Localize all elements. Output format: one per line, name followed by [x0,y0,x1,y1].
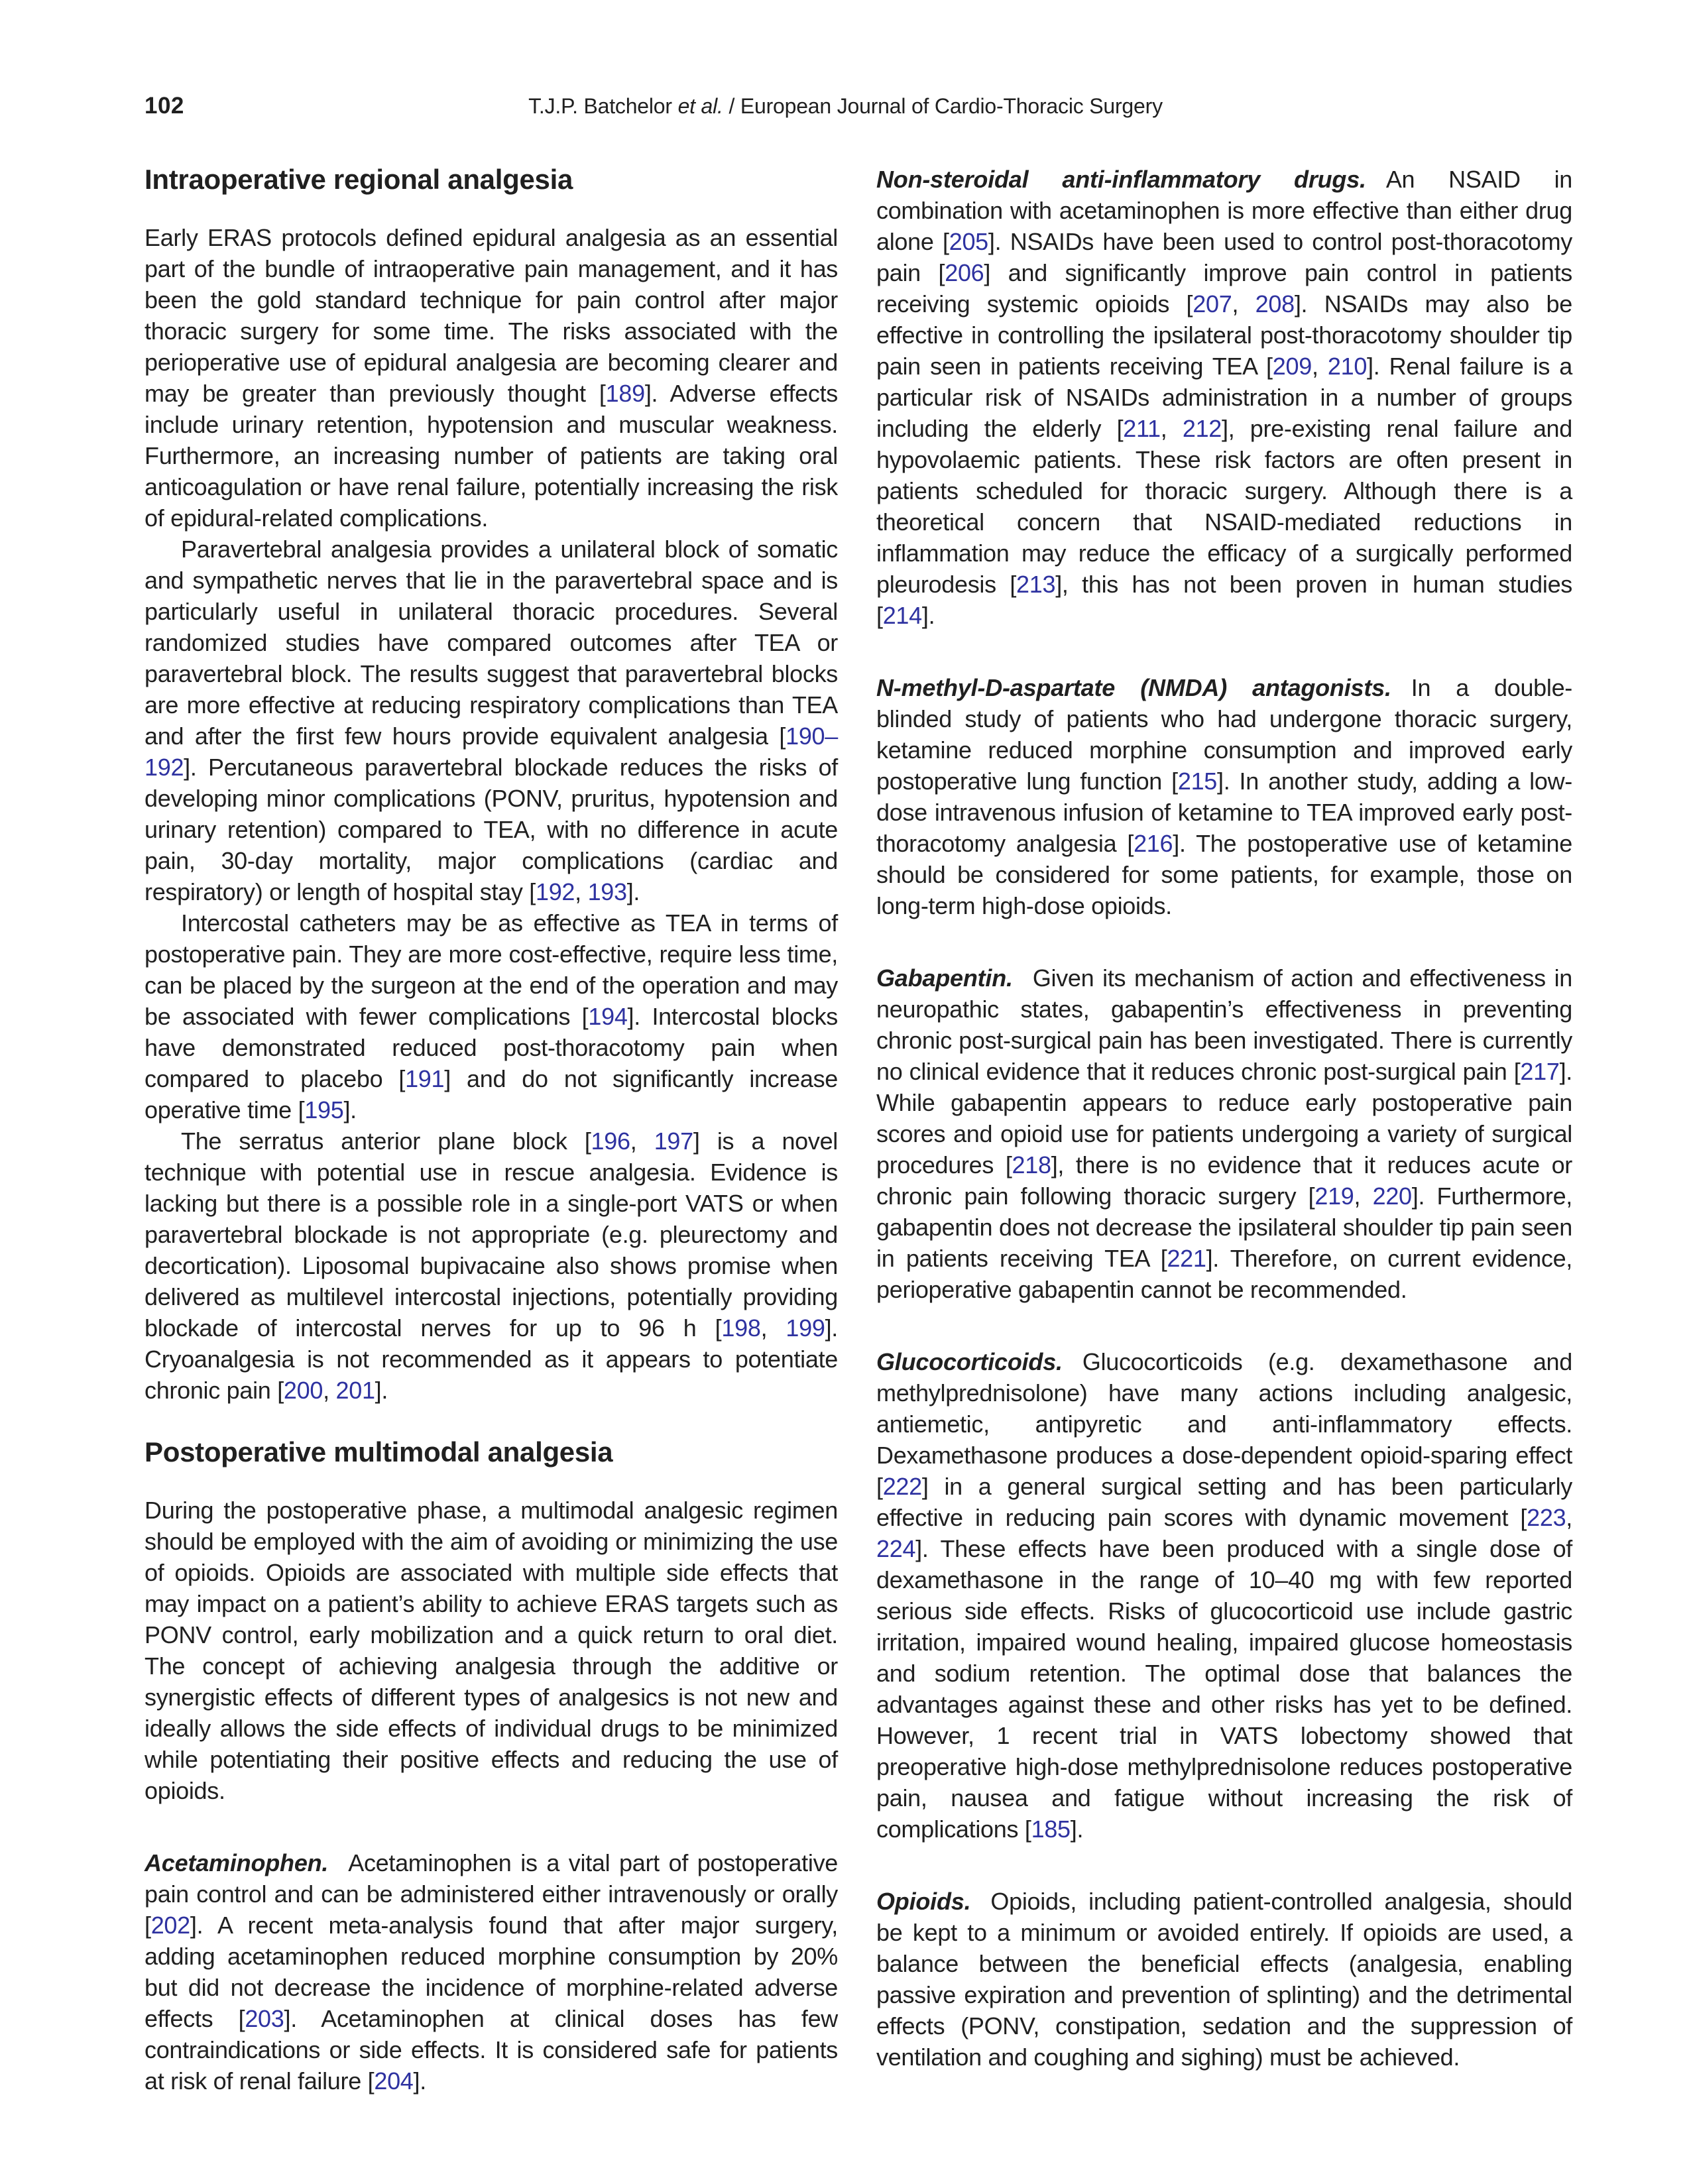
section-heading: Intraoperative regional analgesia [145,164,573,195]
paragraph: The serratus anterior plane block [196, 197] is a novel technique with potential use in rescue analgesia. Evidence is lacking but there is a possible role in a single-port VATS or when paravertebral blockade is not appropriate (e.g. pleurectomy and decortication). Liposomal bupivacaine also shows promise when delivered as multilevel intercostal injections, potentially providing blockade of intercostal nerves for up to 96 h [198, 199]. Cryoanalgesia is not recommended as it appears to potentiate chronic pain [200, 201]. [145,1127,839,1404]
citation-link[interactable]: 197 [654,1127,693,1155]
subsection: Non-steroidal anti-inflammatory drugs. An NSAID in combination with acetaminophen is more effective than either drug alone [205]. NSAIDs have been used to control post-thoracotomy pain [206] and significantly improve pain control in patients receiving systemic opioids [207, 208]. NSAIDs may also be effective in controlling the ipsilateral post-thoracotomy shoulder tip pain seen in patients receiving TEA [209, 210]. Renal failure is a particular risk of NSAIDs administration in a number of groups including the elderly [211, 212], pre-existing renal failure and hypovolaemic patients. These risk factors are often present in patients scheduled for thoracic surgery. Although there is a theoretical concern that NSAID-mediated reductions in inflammation may reduce the efficacy of a surgically performed pleurodesis [213], this has not been proven in human studies [214]. [876,166,1573,629]
citation-link[interactable]: 215 [1177,768,1218,795]
subsection-title: Acetaminophen. [145,1849,329,1876]
citation-link[interactable]: 191 [405,1065,445,1092]
subsection: N-methyl-D-aspartate (NMDA) antagonists. In a double-blinded study of patients who had undergone thoracic surgery, ketamine reduced morphine consumption and improved early postoperative lung function [215]. In another study, adding a low-dose intravenous infusion of ketamine to TEA improved early post-thoracotomy analgesia [216]. The postoperative use of ketamine should be considered for some patients, for example, those on long-term high-dose opioids. [876,674,1572,919]
subsection-title: Non-steroidal anti-inflammatory drugs. [876,166,1366,193]
subsection: Opioids. Opioids, including patient-controlled analgesia, should be kept to a minimum or avoided entirely. If opioids are used, a balance between the beneficial effects (analgesia, enabling passive expiration and prevention of splinting) and the detrimental effects (PONV, constipation, sedation and the suppression of ventilation and coughing and sighing) must be achieved. [876,1888,1572,2071]
page-number: 102 [145,93,184,119]
citation-link[interactable]: 198 [721,1314,761,1342]
running-head-author: T.J.P. Batchelor [528,94,678,118]
citation-link[interactable]: 206 [945,259,984,286]
subsection-title: N-methyl-D-aspartate (NMDA) antagonists. [876,674,1391,701]
subsection: Glucocorticoids. Glucocorticoids (e.g. dexamethasone and methylprednisolone) have many actions including analgesic, antiemetic, antipyretic and anti-inflammatory effects. Dexamethasone produces a dose-dependent opioid-sparing effect [222] in a general surgical setting and has been particularly effective in reducing pain scores with dynamic movement [223, 224]. These effects have been produced with a single dose of dexamethasone in the range of 10–40 mg with few reported serious side effects. Risks of glucocorticoid use include gastric irritation, impaired wound healing, impaired glucose homeostasis and sodium retention. The optimal dose that balances the advantages against these and other risks has yet to be defined. However, 1 recent trial in VATS lobectomy showed that preoperative high-dose methylprednisolone reduces postoperative pain, nausea and fatigue without increasing the risk of complications [185]. [876,1348,1572,1843]
citation-link[interactable]: 223 [1527,1504,1566,1531]
citation-link[interactable]: 202 [150,1912,190,1939]
citation-link[interactable]: 200 [283,1377,323,1404]
running-head [0,94,1691,119]
citation-link[interactable]: 192 [535,878,575,905]
citation-link[interactable]: 213 [1016,571,1056,598]
citation-link[interactable]: 212 [1182,415,1222,442]
citation-link[interactable]: 207 [1193,290,1232,317]
citation-link[interactable]: 220 [1372,1182,1412,1210]
citation-link[interactable]: 193 [587,878,627,905]
citation-link[interactable]: 211 [1123,415,1161,442]
running-head-journal: / European Journal of Cardio-Thoracic Surgery [723,94,1163,118]
citation-link[interactable]: 222 [882,1473,922,1500]
citation-link[interactable]: 204 [374,2067,414,2095]
citation-link[interactable]: 221 [1167,1245,1206,1272]
citation-link[interactable]: 217 [1520,1058,1560,1085]
citation-link[interactable]: 196 [591,1127,630,1155]
subsection-title: Gabapentin. [876,964,1013,992]
citation-link[interactable]: 201 [335,1377,375,1404]
paragraph: Paravertebral analgesia provides a unilateral block of somatic and sympathetic nerves that lie in the paravertebral space and is particularly useful in unilateral thoracic procedures. Several randomized studies have compared outcomes after TEA or paravertebral block. The results suggest that paravertebral blocks are more effective at reducing respiratory complications than TEA and after the first few hours provide equivalent analgesia [190–192]. Percutaneous paravertebral blockade reduces the risks of developing minor complications (PONV, pruritus, hypotension and urinary retention) compared to TEA, with no difference in acute pain, 30-day mortality, major complications (cardiac and respiratory) or length of hospital stay [192, 193]. [145,536,838,905]
running-head-etal: et al. [677,94,723,118]
citation-link[interactable]: 214 [882,602,922,629]
citation-link[interactable]: 205 [949,228,988,255]
right-column [876,164,1572,2073]
citation-link[interactable]: 208 [1255,290,1295,317]
citation-link[interactable]: 216 [1134,830,1173,857]
left-column [145,164,838,2097]
citation-link[interactable]: 218 [1012,1151,1051,1178]
citation-link[interactable]: 210 [1327,353,1368,380]
citation-link[interactable]: 185 [1031,1815,1071,1843]
citation-link[interactable]: 219 [1314,1182,1354,1210]
paragraph: During the postoperative phase, a multimodal analgesic regimen should be employed with the aim of avoiding or minimizing the use of opioids. Opioids are associated with multiple side effects that may impact on a patient’s ability to achieve ERAS targets such as PONV control, early mobilization and a quick return to oral diet. The concept of achieving analgesia through the additive or synergistic effects of different types of analgesics is not new and ideally allows the side effects of individual drugs to be minimized while potentiating their positive effects and reducing the use of opioids. [145,1497,838,1804]
citation-link[interactable]: 189 [605,380,645,407]
citation-link[interactable]: 209 [1272,353,1312,380]
subsection: Acetaminophen. Acetaminophen is a vital part of postoperative pain control and can be administered either intravenously or orally [202]. A recent meta-analysis found that after major surgery, adding acetaminophen reduced morphine consumption by 20% but did not decrease the incidence of morphine-related adverse effects [203]. Acetaminophen at clinical doses has few contraindications or side effects. It is considered safe for patients at risk of renal failure [204]. [145,1849,838,2095]
subsection: Gabapentin. Given its mechanism of action and effectiveness in neuropathic states, gabapentin’s effectiveness in preventing chronic post-surgical pain has been investigated. There is currently no clinical evidence that it reduces chronic post-surgical pain [217]. While gabapentin appears to reduce early postoperative pain scores and opioid use for patients undergoing a variety of surgical procedures [218], there is no evidence that it reduces acute or chronic pain following thoracic surgery [219, 220]. Furthermore, gabapentin does not decrease the ipsilateral shoulder tip pain seen in patients receiving TEA [221]. Therefore, on current evidence, perioperative gabapentin cannot be recommended. [876,964,1573,1303]
citation-link[interactable]: 224 [876,1535,916,1562]
citation-link[interactable]: 199 [786,1314,825,1342]
section-heading: Postoperative multimodal analgesia [145,1436,613,1467]
subsection-title: Opioids. [876,1888,971,1915]
citation-link[interactable]: 195 [304,1096,344,1123]
citation-link[interactable]: 203 [245,2005,284,2032]
citation-link[interactable]: 190–192 [145,722,838,781]
citation-link[interactable]: 194 [588,1003,628,1030]
paragraph: Intercostal catheters may be as effective as TEA in terms of postoperative pain. They are more cost-effective, require less time, can be placed by the surgeon at the end of the operation and may be associated with fewer complications [194]. Intercostal blocks have demonstrated reduced post-thoracotomy pain when compared to placebo [191] and do not significantly increase operative time [195]. [145,909,838,1123]
subsection-title: Glucocorticoids. [876,1348,1063,1375]
paragraph: Early ERAS protocols defined epidural analgesia as an essential part of the bundle of intraoperative pain management, and it has been the gold standard technique for pain control after major thoracic surgery for some time. The risks associated with the perioperative use of epidural analgesia are becoming clearer and may be greater than previously thought [189]. Adverse effects include urinary retention, hypotension and muscular weakness. Furthermore, an increasing number of patients are taking oral anticoagulation or have renal failure, potentially increasing the risk of epidural-related complications. [145,224,838,532]
